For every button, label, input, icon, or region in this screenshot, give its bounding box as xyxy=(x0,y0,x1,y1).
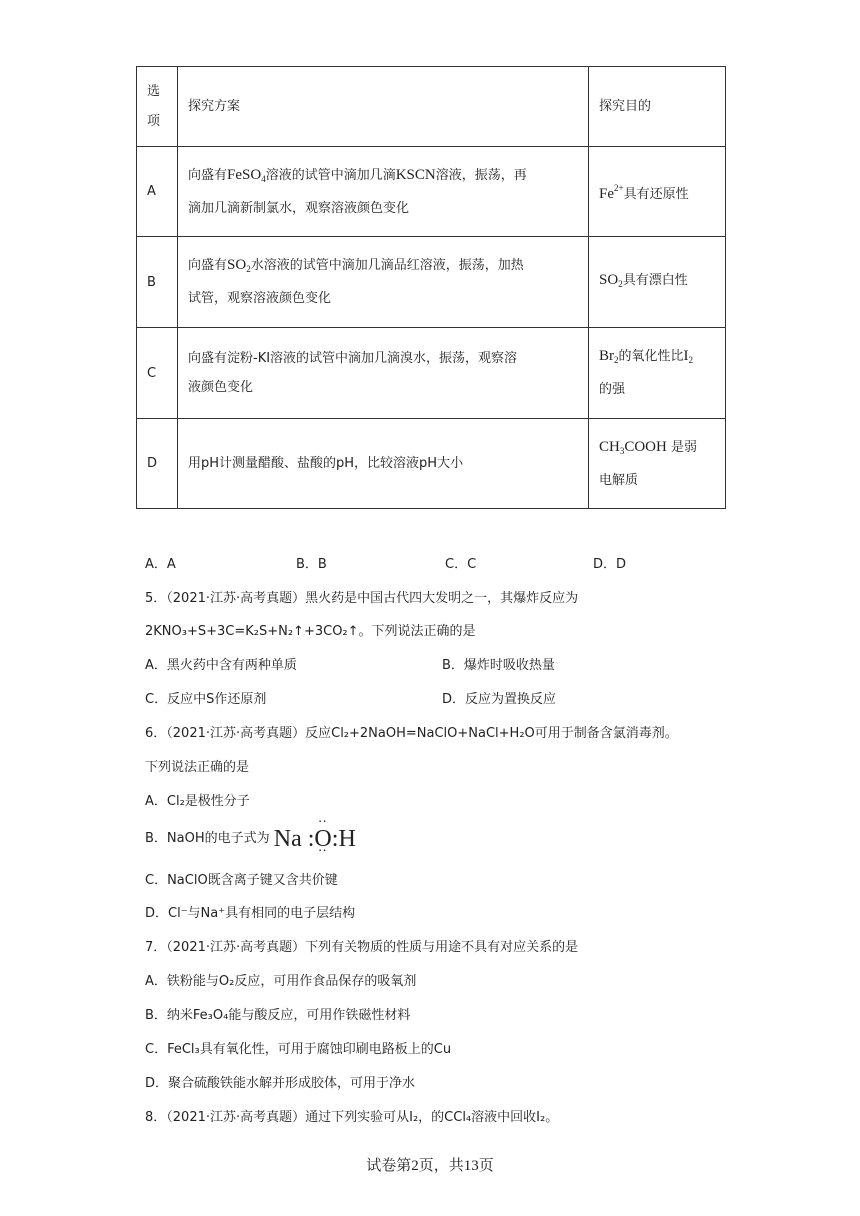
table-row xyxy=(137,237,726,328)
row-option: D xyxy=(137,419,178,509)
q6-option-b: B．NaOH的电子式为 Na :.. O ..:H xyxy=(145,822,356,849)
table-row xyxy=(137,147,726,237)
experiment-table xyxy=(136,66,726,509)
q4-options xyxy=(145,553,745,571)
page-footer: 试卷第2页，共13页 xyxy=(366,1158,494,1174)
q8-stem: 8．（2021·江苏·高考真题）通过下列实验可从I₂，的CCl₄溶液中回收I₂。 xyxy=(145,1110,559,1125)
row-purpose: $Fe^{2+}$具有还原性 xyxy=(589,147,726,237)
q5-option-d: D．反应为置换反应 xyxy=(442,692,557,707)
q6-option-a: A．Cl₂是极性分子 xyxy=(145,794,250,809)
plan-line: 向盛有FeSO$_4$溶液的试管中滴加几滴KSCN溶液，振荡，再 xyxy=(188,166,527,184)
q4-option-b: B．B xyxy=(296,557,327,572)
q5-option-c: C．反应中S作还原剂 xyxy=(145,692,267,707)
plan-line: 滴加几滴新制氯水，观察溶液颜色变化 xyxy=(188,200,410,216)
table-header-row xyxy=(137,67,726,147)
row-purpose: $CH_3COOH$ 是弱 电解质 xyxy=(589,419,726,509)
q5-stem-line1: 5．（2021·江苏·高考真题）黑火药是中国古代四大发明之一，其爆炸反应为 xyxy=(145,591,579,606)
row-plan xyxy=(178,237,589,328)
q5-option-b: B．爆炸时吸收热量 xyxy=(442,658,555,673)
q6-stem-line1: 6．（2021·江苏·高考真题）反应Cl₂+2NaOH=NaClO+NaCl+H₂O可用于制备含氯消毒剂。 xyxy=(145,726,678,741)
header-option: 选项 xyxy=(137,67,178,147)
row-plan: 用pH计测量醋酸、盐酸的pH，比较溶液pH大小 xyxy=(178,419,589,509)
q7-option-c: C．FeCl₃具有氧化性，可用于腐蚀印刷电路板上的Cu xyxy=(145,1042,452,1057)
table-row xyxy=(137,419,726,509)
q7-option-a: A．铁粉能与O₂反应，可用作食品保存的吸氧剂 xyxy=(145,974,417,989)
row-option: B xyxy=(137,237,178,328)
row-option: A xyxy=(137,147,178,237)
plan-line: 液颜色变化 xyxy=(188,380,254,395)
row-purpose: $Br_2$的氧化性比$I_2$ 的强 xyxy=(589,328,726,419)
q4-option-c: C．C xyxy=(445,557,477,572)
plan-line: 向盛有$SO_2$水溶液的试管中滴加几滴品红溶液，振荡，加热 xyxy=(188,257,524,274)
q5-option-a: A．黑火药中含有两种单质 xyxy=(145,658,297,673)
table-row xyxy=(137,328,726,419)
row-plan xyxy=(178,328,589,419)
plan-line: 向盛有淀粉-KI溶液的试管中滴加几滴溴水，振荡，观察溶 xyxy=(188,351,518,366)
q4-option-d: D．D xyxy=(593,557,627,572)
q7-option-b: B．纳米Fe₃O₄能与酸反应，可用作铁磁性材料 xyxy=(145,1008,411,1023)
q6-stem-line2: 下列说法正确的是 xyxy=(145,760,250,775)
header-purpose: 探究目的 xyxy=(589,67,726,147)
plan-line: 试管，观察溶液颜色变化 xyxy=(188,291,332,306)
row-purpose: $SO_2$具有漂白性 xyxy=(589,237,726,328)
q5-stem-line2: 2KNO₃+S+3C=K₂S+N₂↑+3CO₂↑。下列说法正确的是 xyxy=(145,624,476,639)
header-plan: 探究方案 xyxy=(178,67,589,147)
q7-option-d: D．聚合硫酸铁能水解并形成胶体，可用于净水 xyxy=(145,1076,416,1091)
row-plan xyxy=(178,147,589,237)
electron-formula: Na :.. O ..:H xyxy=(274,826,356,852)
row-option: C xyxy=(137,328,178,419)
q6-option-d: D．Cl⁻与Na⁺具有相同的电子层结构 xyxy=(145,906,356,921)
q4-option-a: A．A xyxy=(145,557,176,572)
q6-option-c: C．NaClO既含离子键又含共价键 xyxy=(145,873,338,888)
q7-stem: 7．（2021·江苏·高考真题）下列有关物质的性质与用途不具有对应关系的是 xyxy=(145,940,579,955)
